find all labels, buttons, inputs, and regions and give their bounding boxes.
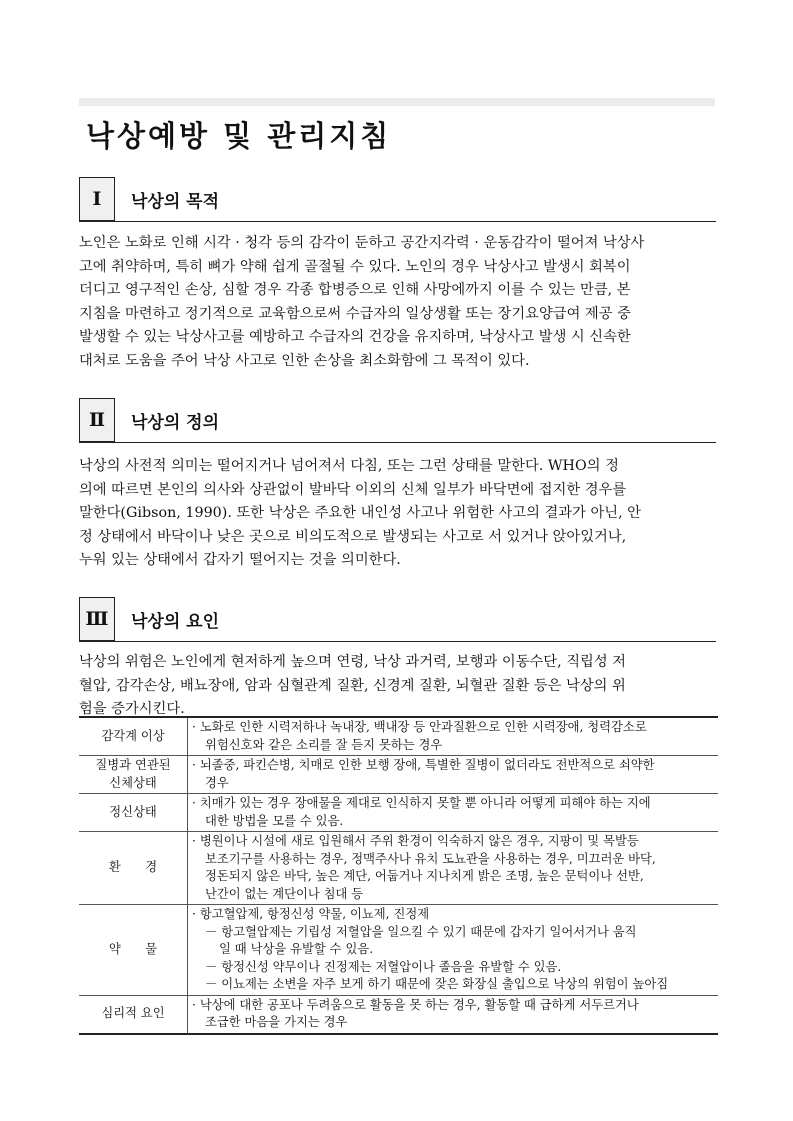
factor-description-cell — [188, 905, 719, 996]
text-line: 노인은 노화로 인해 시각 · 청각 등의 감각이 둔하고 공간지각력 · 운동감각이 떨어져 낙상사 — [79, 235, 645, 251]
factor-category-label: 신체상태 — [109, 775, 157, 790]
table-row — [79, 995, 718, 1034]
factor-description-cell — [188, 794, 719, 832]
factor-description-line: 조급한 마음을 가지는 경우 — [205, 1015, 348, 1029]
factor-description-line: 위험신호와 같은 소리를 잘 듣지 못하는 경우 — [205, 737, 443, 752]
factor-description-cell — [188, 756, 719, 794]
text-line: 누워 있는 상태에서 갑자기 떨어지는 것을 의미한다. — [79, 552, 401, 568]
text-line: 험을 증가시킨다. — [79, 701, 185, 717]
page-title: 낙상예방 및 관리지침 — [86, 119, 392, 153]
text-line: 더디고 영구적인 손상, 심할 경우 각종 합병증으로 인해 사망에까지 이를 수 있는 만큼, 본 — [79, 282, 631, 298]
factor-description-line: 대한 방법을 모를 수 있음. — [205, 813, 344, 828]
section-number: Ⅱ — [79, 398, 115, 442]
section-heading-factors — [79, 597, 716, 642]
section-title: 낙상의 요인 — [131, 612, 220, 632]
factor-category-cell — [79, 995, 188, 1034]
factor-category-cell — [79, 756, 188, 794]
factor-category-label: 약 물 — [108, 942, 158, 956]
factors-intro-paragraph — [79, 651, 719, 722]
text-line: 고에 취약하며, 특히 뼈가 약해 쉽게 골절될 수 있다. 노인의 경우 낙상사고 발생시 회복이 — [79, 258, 631, 275]
factor-description-line: · 치매가 있는 경우 장애물을 제대로 인식하지 못할 뿐 아니라 어떻게 피해야 하는 지에 — [192, 796, 651, 810]
factor-description-cell — [188, 832, 719, 905]
fall-factors-table — [79, 716, 718, 1035]
factor-description-line: · 낙상에 대한 공포나 두려움으로 활동을 못 하는 경우, 활동할 때 급하게 서두르거나 — [192, 997, 639, 1012]
text-line: 대처로 도움을 주어 낙상 사고로 인한 손상을 최소화함에 그 목적이 있다. — [79, 352, 530, 369]
factor-category-cell — [79, 832, 188, 905]
text-line: 정 상태에서 바닥이나 낮은 곳으로 비의도적으로 발생되는 사고로 서 있거나 앉아있거나, — [79, 528, 627, 545]
table-row — [79, 756, 718, 794]
text-line: 혈압, 감각손상, 배뇨장애, 암과 심혈관계 질환, 신경계 질환, 뇌혈관 질환 등은 낙상의 위 — [79, 677, 626, 694]
factor-category-cell — [79, 905, 188, 996]
factor-description-line: · 병원이나 시설에 새로 입원해서 주위 환경이 익숙하지 않은 경우, 지팡이 및 목발등 — [192, 834, 639, 848]
table-row — [79, 717, 718, 756]
factor-description-line: 정돈되지 않은 바닥, 높은 계단, 어둡거나 지나치게 밝은 조명, 높은 문턱이나 선반, — [205, 869, 644, 883]
purpose-paragraph — [79, 232, 719, 373]
factor-description-line: 경우 — [205, 775, 229, 790]
factor-category-label: 질병과 연관된 — [95, 758, 171, 772]
factor-category-label: 정신상태 — [109, 804, 157, 819]
section-number: Ⅰ — [79, 177, 115, 221]
text-line: 발생할 수 있는 낙상사고를 예방하고 수급자의 건강을 유지하며, 낙상사고 발생 시 신속한 — [79, 329, 631, 345]
section-number: Ⅲ — [79, 597, 115, 641]
section-heading-purpose — [79, 177, 716, 222]
factor-category-cell — [79, 717, 188, 756]
factor-description-line: 난간이 없는 계단이나 침대 등 — [205, 886, 364, 901]
text-line: 지침을 마련하고 정기적으로 교육함으로써 수급자의 일상생활 또는 장기요양급여 제공 중 — [79, 305, 631, 322]
table-row — [79, 905, 718, 996]
section-title: 낙상의 목적 — [131, 192, 220, 212]
factor-category-label: 환 경 — [108, 860, 158, 875]
section-title: 낙상의 정의 — [131, 413, 220, 433]
text-line: 낙상의 사전적 의미는 떨어지거나 넘어져서 다침, 또는 그런 상태를 말한다. WHO의 정 — [79, 458, 619, 474]
table-row — [79, 794, 718, 832]
factor-category-cell — [79, 794, 188, 832]
table-row — [79, 832, 718, 905]
factor-description-line: 일 때 낙상을 유발할 수 있음. — [219, 942, 374, 956]
factor-description-line: － 항정신성 약무이나 진정제는 저혈압이나 졸음을 유발할 수 있음. — [205, 959, 562, 974]
factor-description-line: － 이뇨제는 소변을 자주 보게 하기 때문에 잦은 화장실 출입으로 낙상의 위험이 높아짐 — [205, 977, 669, 991]
text-line: 말한다(Gibson, 1990). 또한 낙상은 주요한 내인성 사고나 위험한 사고의 결과가 아닌, 안 — [79, 505, 641, 521]
factor-description-line: 보조기구를 사용하는 경우, 정맥주사나 유치 도뇨관을 사용하는 경우, 미끄러운 바닥, — [205, 851, 656, 866]
text-line: 낙상의 위험은 노인에게 현저하게 높으며 연령, 낙상 과거력, 보행과 이동수단, 직립성 저 — [79, 654, 626, 670]
factor-description-line: － 항고혈압제는 기립성 저혈압을 일으킬 수 있기 때문에 갑자기 일어서거나 움직 — [205, 924, 637, 939]
definition-paragraph — [79, 455, 719, 573]
factor-description-cell — [188, 717, 719, 756]
factor-description-line: · 뇌졸중, 파킨슨병, 치매로 인한 보행 장애, 특별한 질병이 없더라도 전반적으로 쇠약한 — [192, 758, 655, 772]
factor-description-line: · 노화로 인한 시력저하나 녹내장, 백내장 등 안과질환으로 인한 시력장애, 청력감소로 — [192, 720, 647, 734]
section-heading-definition — [79, 398, 716, 443]
factor-category-label: 심리적 요인 — [101, 1006, 165, 1021]
header-rule — [79, 98, 715, 106]
factor-description-line: · 항고혈압제, 항정신성 약물, 이뇨제, 진정제 — [192, 907, 430, 921]
factor-description-cell — [188, 995, 719, 1034]
text-line: 의에 따르면 본인의 의사와 상관없이 발바닥 이외의 신체 일부가 바닥면에 접지한 경우를 — [79, 481, 627, 498]
factor-category-label: 감각계 이상 — [101, 728, 165, 743]
